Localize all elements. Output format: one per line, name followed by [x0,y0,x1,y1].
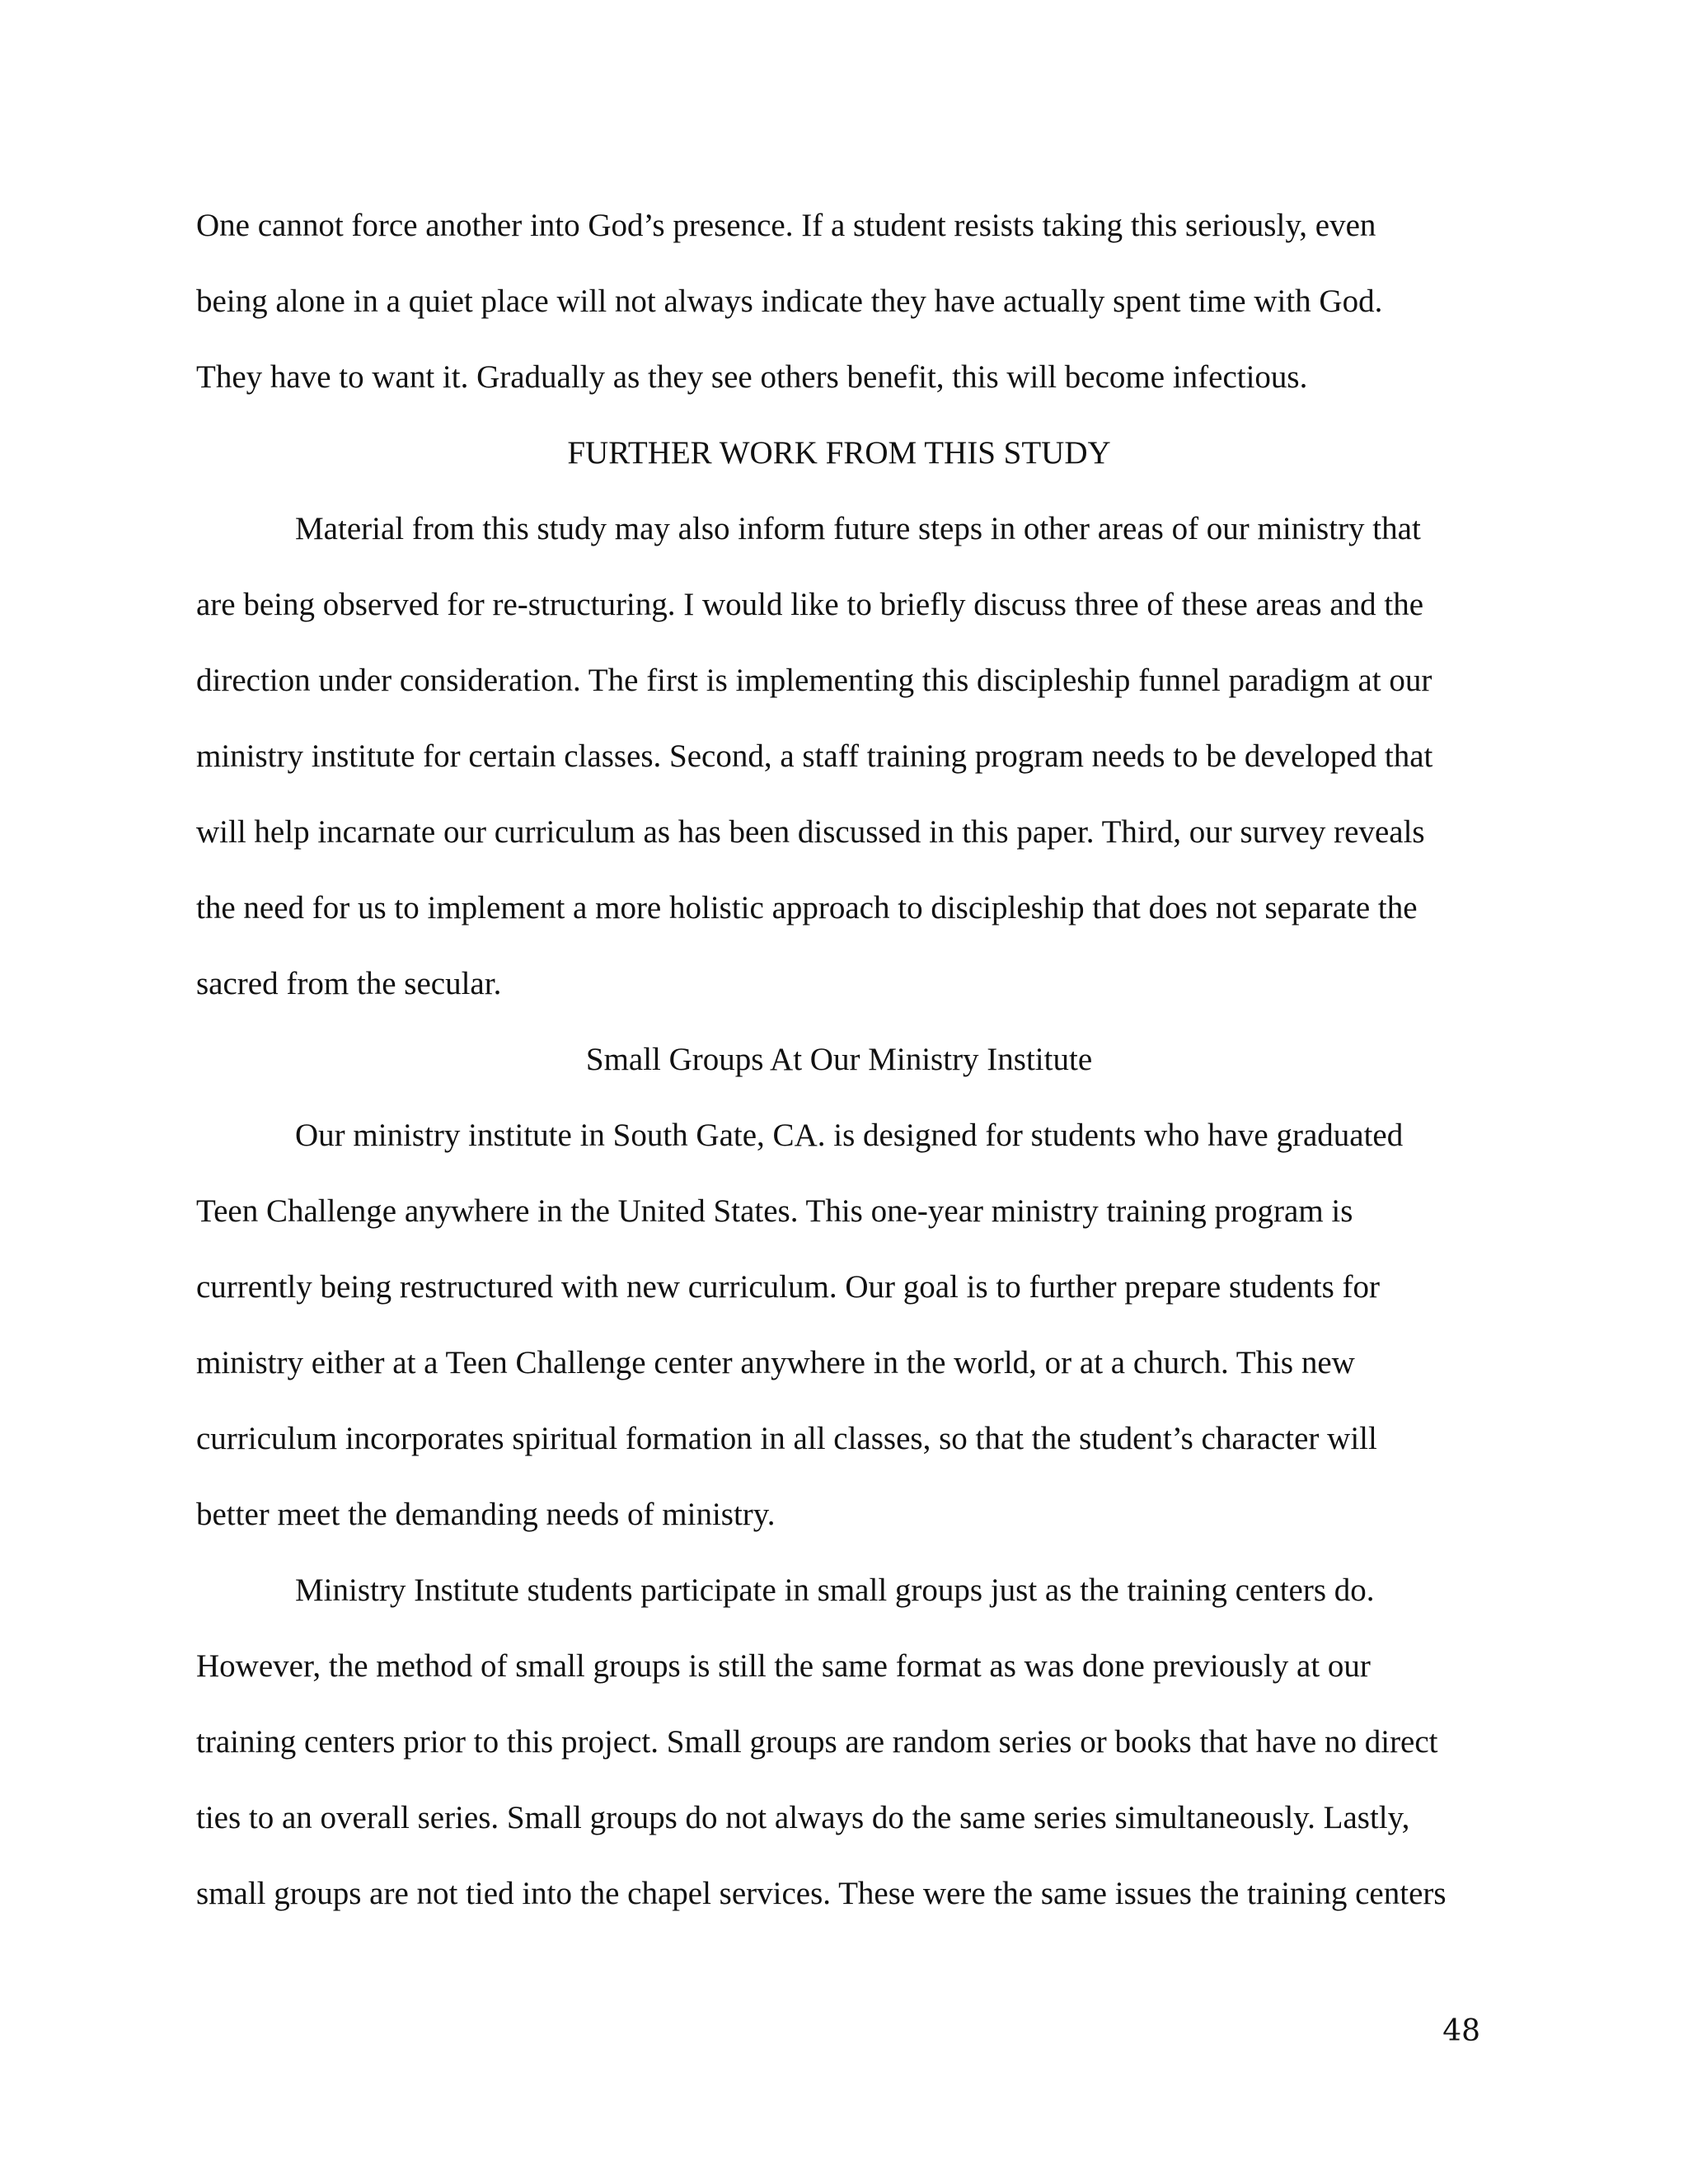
text-line: Teen Challenge anywhere in the United States. This one-year ministry training program is [196,1193,1353,1229]
text-line: currently being restructured with new curriculum. Our goal is to further prepare students for [196,1269,1381,1305]
paragraph-continued [196,188,1482,415]
text-line: better meet the demanding needs of ministry. [196,1497,776,1532]
text-line: the need for us to implement a more holistic approach to discipleship that does not separate the [196,890,1418,926]
page-number: 48 [1442,2014,1480,2048]
text-line: training centers prior to this project. Small groups are random series or books that have no direct [196,1724,1438,1760]
paragraph-further-work [196,491,1482,1022]
text-line: They have to want it. Gradually as they see others benefit, this will become infectious. [196,359,1308,395]
paragraph-ministry-institute [196,1098,1482,1553]
text-line: Our ministry institute in South Gate, CA. is designed for students who have graduated [295,1118,1404,1153]
text-line: curriculum incorporates spiritual formation in all classes, so that the student’s character will [196,1421,1377,1456]
paragraph-small-groups [196,1553,1482,1932]
text-line: being alone in a quiet place will not always indicate they have actually spent time with God. [196,284,1383,319]
section-heading: FURTHER WORK FROM THIS STUDY [567,435,1111,471]
text-line: direction under consideration. The first is implementing this discipleship funnel paradigm at our [196,663,1432,698]
text-line: Ministry Institute students participate in small groups just as the training centers do. [295,1572,1375,1608]
text-line: small groups are not tied into the chapel services. These were the same issues the training centers [196,1876,1447,1911]
text-line: will help incarnate our curriculum as has been discussed in this paper. Third, our survey reveals [196,814,1425,850]
text-line: ministry institute for certain classes. Second, a staff training program needs to be developed that [196,738,1433,774]
text-line: ties to an overall series. Small groups do not always do the same series simultaneously. Lastly, [196,1800,1410,1835]
subsection-heading: Small Groups At Our Ministry Institute [585,1042,1093,1077]
text-line: ministry either at a Teen Challenge center anywhere in the world, or at a church. This new [196,1345,1355,1380]
text-line: sacred from the secular. [196,966,502,1001]
document-page [196,188,1482,1932]
text-line: However, the method of small groups is still the same format as was done previously at our [196,1648,1371,1684]
text-line: One cannot force another into God’s presence. If a student resists taking this seriously, even [196,208,1376,243]
text-line: Material from this study may also inform future steps in other areas of our ministry that [295,511,1421,546]
text-line: are being observed for re-structuring. I would like to briefly discuss three of these areas and the [196,587,1424,622]
